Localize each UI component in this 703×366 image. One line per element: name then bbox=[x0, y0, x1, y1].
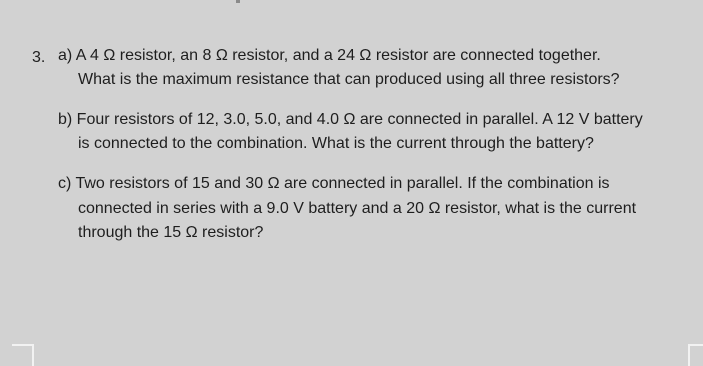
part-a-line-1: a) A 4 Ω resistor, an 8 Ω resistor, and a 24 Ω resistor are connected together. bbox=[58, 47, 601, 64]
part-c-line-1: c) Two resistors of 15 and 30 Ω are connected in parallel. If the combination is bbox=[58, 175, 610, 192]
part-b-line-2: is connected to the combination. What is the current through the battery? bbox=[78, 135, 594, 152]
page-corner-mark-left bbox=[12, 344, 34, 366]
part-b-line-1: b) Four resistors of 12, 3.0, 5.0, and 4.0 Ω are connected in parallel. A 12 V battery bbox=[58, 111, 643, 128]
part-c-line-3: through the 15 Ω resistor? bbox=[78, 224, 264, 241]
question-part-a bbox=[58, 44, 620, 92]
question-part-c bbox=[58, 172, 636, 246]
question-part-b bbox=[58, 108, 643, 156]
question-number: 3. bbox=[32, 49, 46, 66]
part-c-line-2: connected in series with a 9.0 V battery and a 20 Ω resistor, what is the current bbox=[78, 199, 637, 217]
page-corner-mark-right bbox=[688, 344, 703, 366]
part-a-line-2: What is the maximum resistance that can produced using all three resistors? bbox=[78, 71, 620, 88]
cropped-text-fragment bbox=[236, 0, 240, 3]
